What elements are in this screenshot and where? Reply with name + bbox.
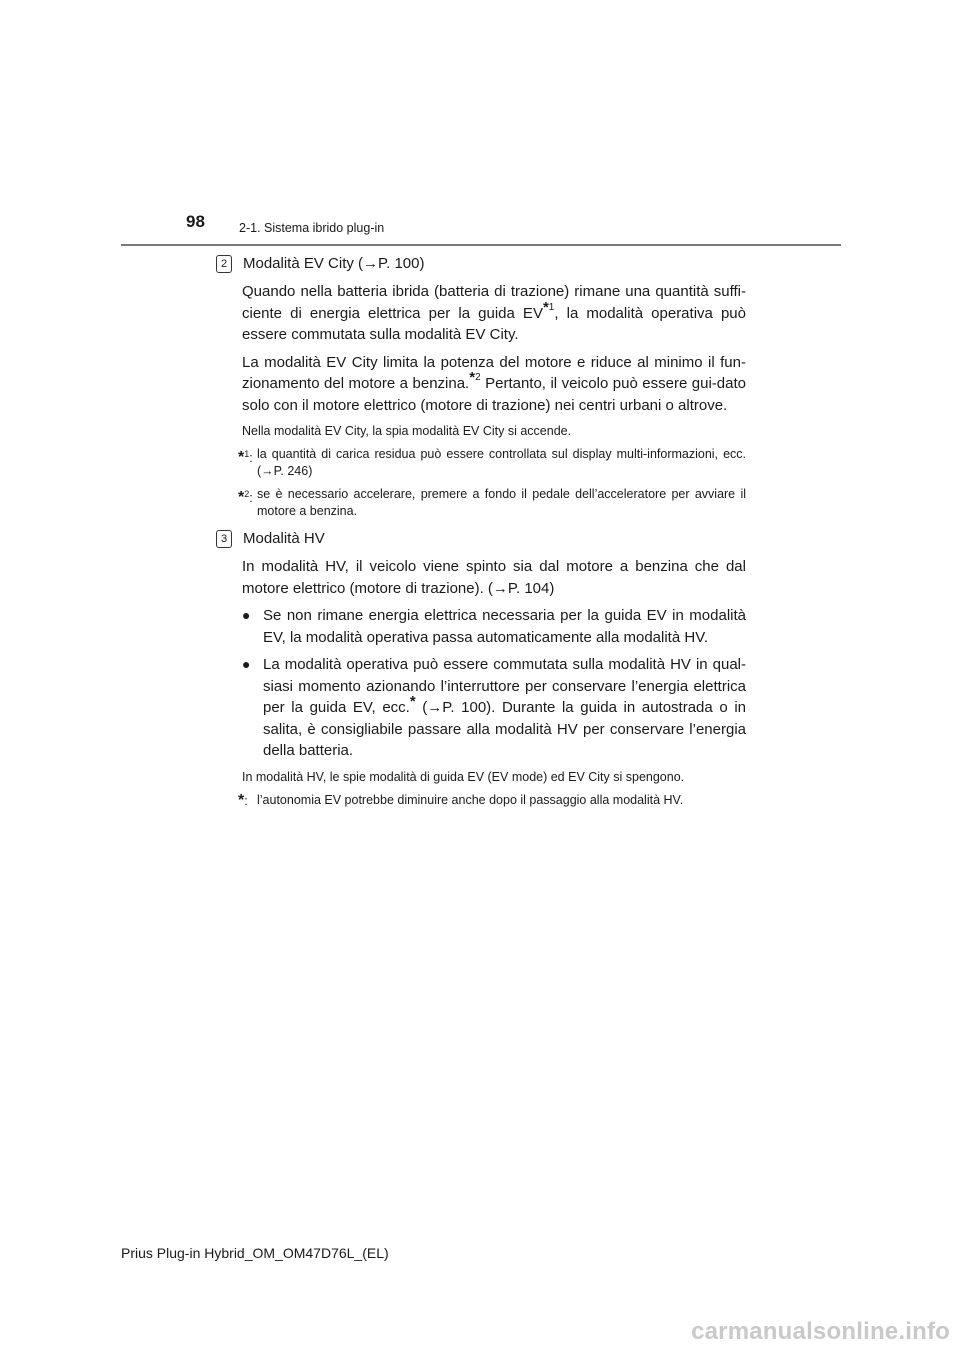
bullet-icon: ● [242, 656, 251, 672]
item-2-heading [216, 253, 746, 275]
item-2-paragraph-1: Quando nella batteria ibrida (batteria di trazione) rimane una quantità suffi-ciente di energia elettrica per la guida EV$^{*1}$, la modalità operativa può essere commutata sulla modalità EV City. [242, 283, 746, 343]
section-title: 2-1. Sistema ibrido plug-in [239, 221, 385, 235]
item-3-bullet-1: ● Se non rimane energia elettrica necessaria per la guida EV in modalità EV, la modalità operativa passa automaticamente alla modalità HV. [242, 605, 746, 648]
content [216, 253, 746, 810]
item-2-note: Nella modalità EV City, la spia modalità EV City si accende. [242, 424, 572, 438]
footnote-3: *: l’autonomia EV potrebbe diminuire anche dopo il passaggio alla modalità HV. [238, 791, 684, 809]
item-2-title: Modalità EV City (→P. 100) [243, 255, 425, 272]
bullet-icon: ● [242, 607, 251, 623]
watermark: carmanualsonline.info [691, 1318, 950, 1345]
item-3-title: Modalità HV [243, 530, 325, 547]
footnote-1: *$^1$: la quantità di carica residua può essere controllata sul display multi-informazioni, ecc. (→P. 246) [238, 447, 746, 478]
item-3-note: In modalità HV, le spie modalità di guida EV (EV mode) ed EV City si spengono. [242, 769, 685, 784]
footnote-2: *$^2$: se è necessario accelerare, premere a fondo il pedale dell’acceleratore per avviare il motore a benzina. [238, 487, 746, 518]
item-3-heading [216, 528, 746, 550]
item-2-badge: 2 [216, 255, 232, 273]
item-2-paragraph-2: La modalità EV City limita la potenza del motore e riduce al minimo il fun-zionamento del motore a benzina.$^{*2}$ Pertanto, il veicolo può essere gui-dato solo con il motore elettrico (motore di trazione) nei centri urbani o altrove. [242, 353, 746, 414]
item-3-badge: 3 [216, 530, 232, 548]
header-rule [121, 244, 841, 246]
item-3-bullet-2: ● La modalità operativa può essere commutata sulla modalità HV in qual-siasi momento azionando l’interruttore per conservare l’energia elettrica per la guida EV, ecc.* (→P. 100). Durante la guida in autostrada o in salita, è consigliabile passare alla modalità HV per conservare l’energia della batteria. [242, 654, 746, 762]
item-3-paragraph-1: In modalità HV, il veicolo viene spinto sia dal motore a benzina che dal motore elettrico (motore di trazione). (→P. 104) [242, 558, 746, 597]
page-number: 98 [186, 212, 205, 231]
footer-model: Prius Plug-in Hybrid_OM_OM47D76L_(EL) [121, 1245, 389, 1261]
